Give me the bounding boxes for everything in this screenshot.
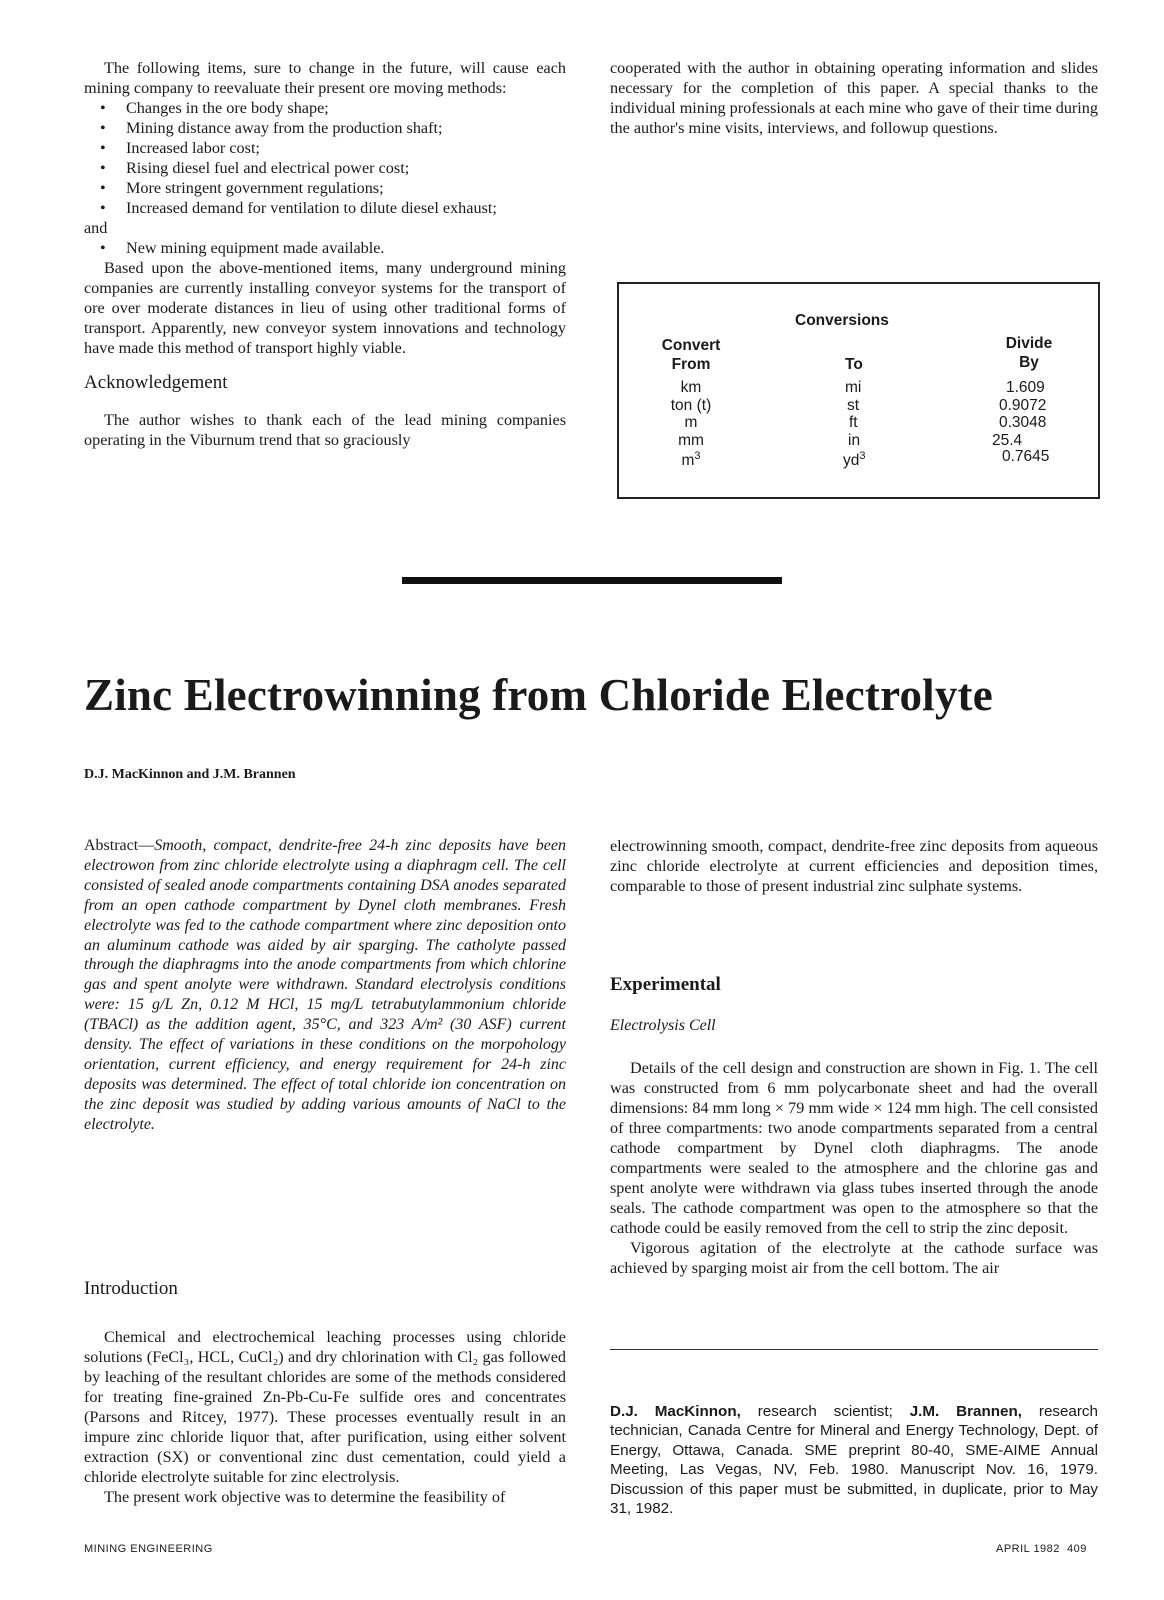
experimental-paragraph-1: Details of the cell design and construction are shown in Fig. 1. The cell was constructed from 6 mm polycarbonate sheet and had the overall dimensions: 84 mm long × 79 mm wide × 124 mm high. The cell consisted of three compartments: two anode compartments separated from a central cathode compartment by Dynel cloth diaphragms. The anode compartments were sealed to the atmosphere and the chlorine gas and spent anolyte were withdrawn via glass tubes inserted through the anode seals. The cathode compartment was open to the atmosphere so that the cathode could be easily removed from the cell to strip the zinc deposit. — [610, 1059, 1098, 1237]
acknowledgement-heading: Acknowledgement — [84, 372, 228, 393]
list-item: • Changes in the ore body shape; — [100, 99, 329, 117]
ore-moving-factors-list — [84, 98, 566, 218]
divide-by-header: Divide By — [1005, 335, 1053, 371]
and-word: and — [84, 219, 108, 237]
list-item: • Mining distance away from the production shaft; — [100, 119, 443, 137]
bullet-icon: • — [100, 119, 106, 137]
abstract-label: Abstract— — [84, 837, 155, 854]
experimental-body — [610, 1058, 1098, 1278]
to-header: To — [845, 356, 863, 373]
conversions-table: Conversions Convert From To Divide By km mi 1.609 ton (t) st 0.9072 m ft 0.3048 mm in 25.4 $m^3$ $yd^3$ 0.7645 — [617, 282, 1100, 499]
convert-from-header: Convert From — [661, 337, 721, 373]
introduction-body — [84, 1327, 566, 1507]
list-item: • Increased labor cost; — [100, 139, 260, 157]
abstract — [84, 836, 566, 1135]
footnote-rule — [610, 1349, 1098, 1350]
journal-name: MINING ENGINEERING — [84, 1543, 213, 1555]
list-item: • Increased demand for ventilation to dilute diesel exhaust; — [100, 199, 497, 217]
list-item: • New mining equipment made available. — [100, 239, 385, 257]
bullet-icon: • — [100, 99, 106, 117]
bullet-icon: • — [100, 239, 106, 257]
article-separator — [402, 577, 782, 584]
bullet-icon: • — [100, 139, 106, 157]
bullet-icon: • — [100, 159, 106, 177]
introduction-paragraph-1: Chemical and electrochemical leaching processes using chloride solutions (FeCl₃, HCL, CuCl₂) and dry chlorination with Cl₂ gas followed by leaching of the resultant chlorides are some of the methods considered for treating fine-grained Zn-Pb-Cu-Fe sulfide ores and concentrates (Parsons and Ritcey, 1977). These processes eventually result in an impure zinc chloride liquor that, after purification, using either solvent extraction (SX) or conventional zinc dust cementation, could yield a chloride electrolyte suitable for zinc electrolysis. — [84, 1328, 566, 1486]
introduction-paragraph-2: The present work objective was to determine the feasibility of — [104, 1488, 506, 1506]
conversions-title: Conversions — [795, 312, 889, 329]
article-authors: D.J. MacKinnon and J.M. Brannen — [84, 767, 296, 782]
objective-continued: electrowinning smooth, compact, dendrite-free zinc deposits from aqueous zinc chloride electrolyte at current efficiencies and deposition times, comparable to those of present industrial zinc sulphate systems. — [610, 837, 1098, 895]
experimental-paragraph-2: Vigorous agitation of the electrolyte at the cathode surface was achieved by sparging moist air from the cell bottom. The air — [610, 1239, 1098, 1277]
introduction-heading: Introduction — [84, 1278, 178, 1299]
author-footnote: D.J. MacKinnon, research scientist; J.M. Brannen, research technician, Canada Centre for Mineral and Energy Technology, Dept. of Energy, Ottawa, Canada. SME preprint 80-40, SME-AIME Annual Meeting, Las Vegas, NV, Feb. 1980. Manuscript Nov. 16, 1979. Discussion of this paper must be submitted, in duplicate, prior to May 31, 1982. — [610, 1403, 1098, 1518]
acknowledgement-paragraph: The author wishes to thank each of the lead mining companies operating in the Viburnum trend that so graciously — [84, 411, 566, 449]
article-title: Zinc Electrowinning from Chloride Electrolyte — [84, 670, 993, 720]
list-item: • Rising diesel fuel and electrical power cost; — [100, 159, 410, 177]
bullet-icon: • — [100, 199, 106, 217]
acknowledgement-continued: cooperated with the author in obtaining operating information and slides necessary for the completion of this paper. A special thanks to the individual mining professionals at each mine who gave of their time during the author's mine visits, interviews, and followup questions. — [610, 59, 1098, 137]
based-upon-paragraph: Based upon the above-mentioned items, many underground mining companies are currently installing conveyor systems for the transport of ore over moderate distances in lieu of using other traditional forms of transport. Apparently, new conveyor system innovations and technology have made this method of transport highly viable. — [84, 259, 566, 357]
abstract-text: Smooth, compact, dendrite-free 24-h zinc deposits have been electrowon from zinc chloride electrolyte using a diaphragm cell. The cell consisted of sealed anode compartments containing DSA anodes separated from an open cathode compartment by Dynel cloth membranes. Fresh electrolyte was fed to the cathode compartment where zinc deposition onto an aluminum cathode was aided by air sparging. The catholyte passed through the diaphragms into the anode compartments from which chlorine gas and spent anolyte were withdrawn. Standard electrolysis conditions were: 15 g/L Zn, 0.12 M HCl, 15 mg/L tetrabutylammonium chloride (TBACl) as the addition agent, 35°C, and 323 A/m² (30 ASF) current density. The effect of variations in these conditions on the morpohology orientation, current efficiency, and energy requirement for 24-h zinc deposits was determined. The effect of total chloride ion concentration on the zinc deposit was studied by adding various amounts of NaCl to the electrolyte. — [84, 837, 566, 1133]
experimental-heading: Experimental — [610, 974, 721, 995]
page-date-number: APRIL 1982 409 — [996, 1543, 1087, 1555]
bullet-icon: • — [100, 179, 106, 197]
reevaluate-paragraph: The following items, sure to change in the future, will cause each mining company to reevaluate their present ore moving methods: — [84, 59, 566, 97]
top-left-column — [84, 58, 566, 450]
electrolysis-cell-subheading: Electrolysis Cell — [610, 1017, 716, 1034]
list-item: • More stringent government regulations; — [100, 179, 384, 197]
